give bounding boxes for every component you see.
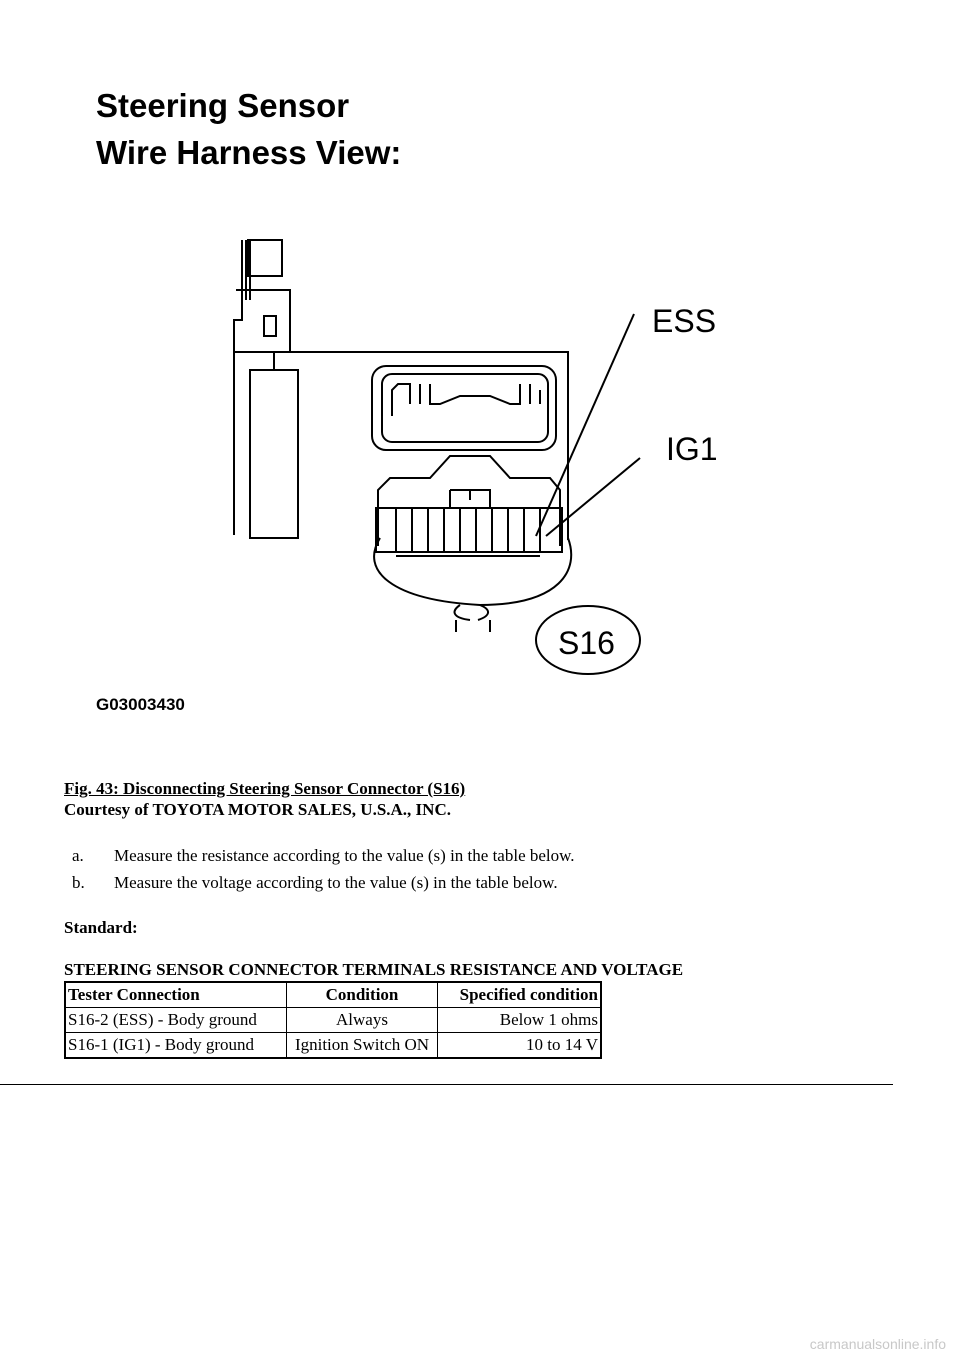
- wire-harness-figure: [60, 60, 760, 720]
- table-title: STEERING SENSOR CONNECTOR TERMINALS RESISTANCE AND VOLTAGE: [64, 960, 684, 979]
- step-text: Measure the voltage according to the value (s) in the table below.: [114, 873, 558, 892]
- procedure-steps: [72, 846, 575, 900]
- step-item: [72, 873, 575, 900]
- cell-tester-connection: S16-2 (ESS) - Body ground: [65, 1008, 287, 1033]
- cell-tester-connection: S16-1 (IG1) - Body ground: [65, 1033, 287, 1059]
- table-header-row: [65, 982, 601, 1008]
- figure-title-line2: Wire Harness View:: [96, 134, 402, 171]
- step-marker: b.: [72, 873, 85, 892]
- header-condition: Condition: [287, 982, 438, 1008]
- label-ig1: IG1: [666, 431, 718, 467]
- table-row: [65, 1008, 601, 1033]
- header-tester-connection: Tester Connection: [65, 982, 287, 1008]
- connector-drawing: [234, 240, 640, 674]
- cell-condition: Ignition Switch ON: [287, 1033, 438, 1059]
- figure-caption-courtesy: Courtesy of TOYOTA MOTOR SALES, U.S.A., INC.: [64, 800, 451, 819]
- figure-title-line1: Steering Sensor: [96, 87, 350, 124]
- cell-specified-condition: Below 1 ohms: [438, 1008, 602, 1033]
- step-text: Measure the resistance according to the value (s) in the table below.: [114, 846, 575, 865]
- step-marker: a.: [72, 846, 84, 865]
- watermark: carmanualsonline.info: [809, 1336, 946, 1352]
- spec-table: [64, 981, 602, 1059]
- header-specified-condition: Specified condition: [438, 982, 602, 1008]
- cell-specified-condition: 10 to 14 V: [438, 1033, 602, 1059]
- figure-caption-title: Fig. 43: Disconnecting Steering Sensor Connector (S16): [64, 779, 466, 798]
- label-ess: ESS: [652, 303, 717, 339]
- step-item: [72, 846, 575, 873]
- connector-id-label: S16: [558, 625, 615, 661]
- section-divider: [0, 1084, 893, 1085]
- cell-condition: Always: [287, 1008, 438, 1033]
- table-row: [65, 1033, 601, 1059]
- figure-code: G03003430: [96, 695, 185, 714]
- standard-label: Standard:: [64, 918, 138, 937]
